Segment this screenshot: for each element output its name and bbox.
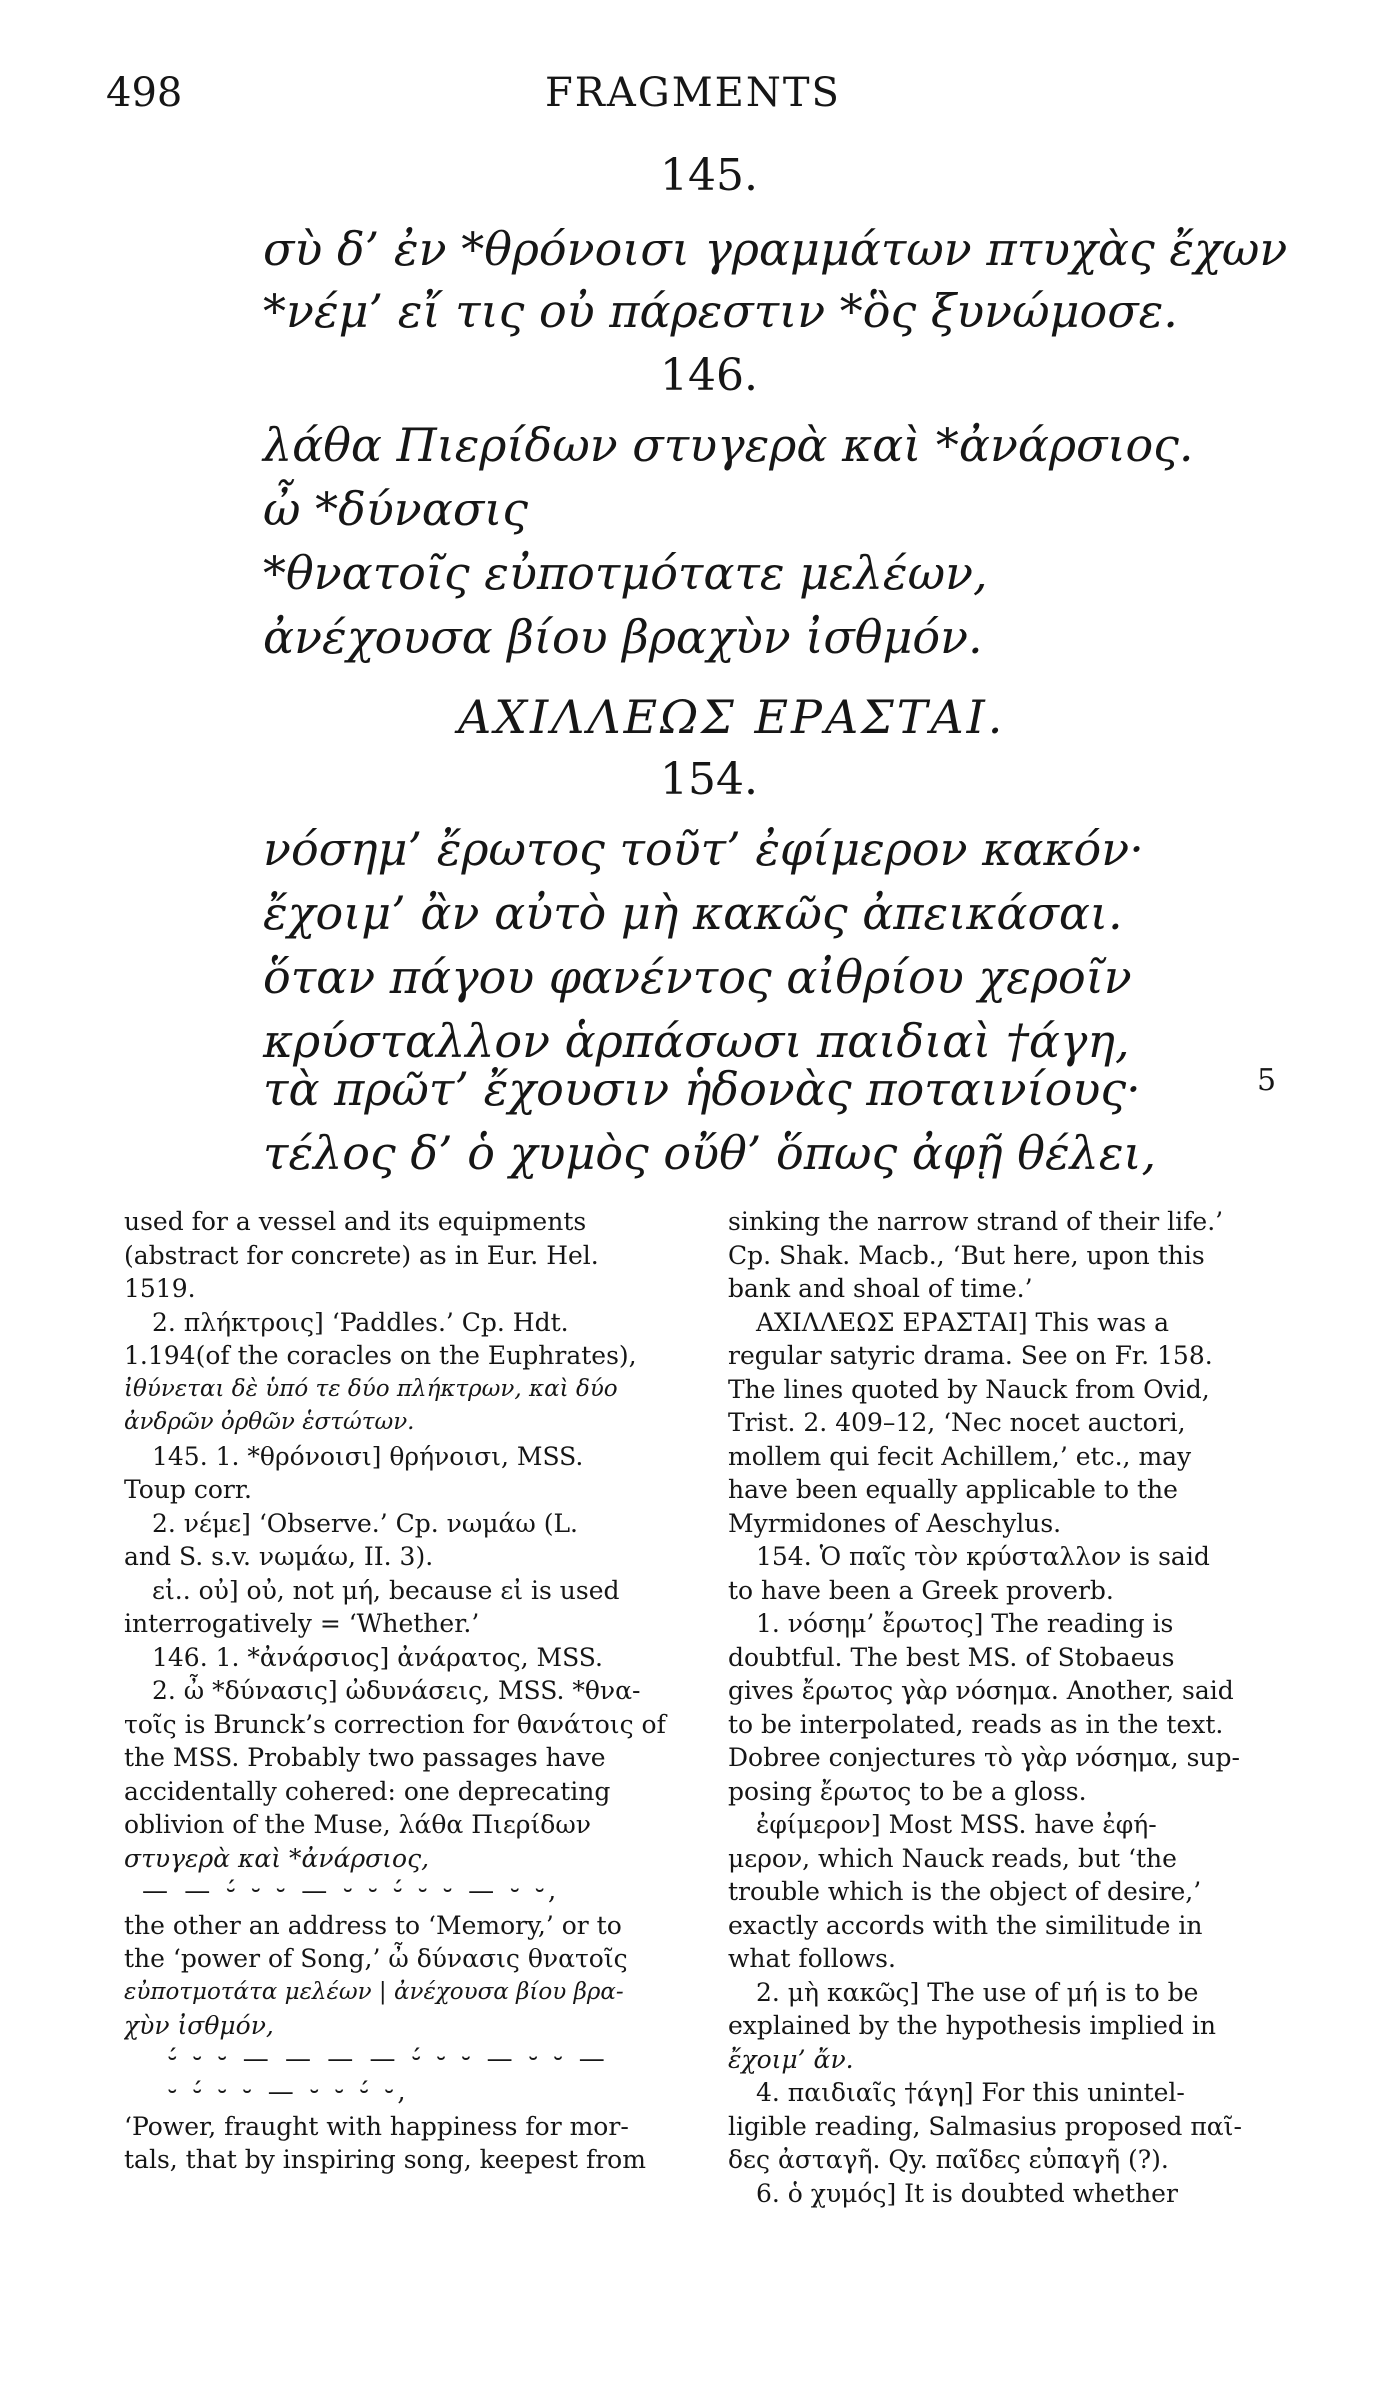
note-line: 1. νόσημ’ ἔρωτος] The reading is [756,1609,1174,1638]
note-line: 6. ὁ χυμός] It is doubted whether [756,2178,1178,2208]
note-line: to be interpolated, reads as in the text. [728,1709,1224,1739]
note-line: εὐποτμοτάτα μελέων | ἀνέχουσα βίου βρα- [124,1978,624,2005]
verse-line: ἀνέχουσα βίου βραχὺν ἰσθμόν. [263,610,983,664]
note-line: exactly accords with the similitude in [728,1910,1203,1940]
note-line: gives ἔρωτος γὰρ νόσημα. Another, said [728,1676,1234,1705]
note-line: μερον, which Nauck reads, but ‘the [728,1843,1177,1873]
line-number: 5 [1257,1063,1277,1098]
commentary-right-column [728,1205,1284,2210]
verse-line: ἔχοιμ’ ἂν αὐτὸ μὴ κακῶς ἀπεικάσαι. [263,886,1123,940]
note-line: used for a vessel and its equipments [124,1207,587,1236]
verse-line: ὅταν πάγου φανέντος αἰθρίου χεροῖν [263,950,1132,1004]
note-line: oblivion of the Muse, λάθα Πιερίδων [124,1810,591,1839]
note-line: regular satyric drama. See on Fr. 158. [728,1341,1213,1370]
verse-line: *νέμ’ εἴ τις οὐ πάρεστιν *ὃς ξυνώμοσε. [263,284,1178,338]
note-line: ΑΧΙΛΛΕΩΣ ΕΡΑΣΤΑΙ] This was a [756,1307,1170,1337]
note-line: ‘Power, fraught with happiness for mor- [124,2111,629,2141]
note-line: Cp. Shak. Macb., ‘But here, upon this [728,1240,1205,1270]
note-line: 145. 1. *θρόνοισι] θρήνοισι, MSS. [152,1441,584,1471]
fragment-number: 146. [660,350,758,401]
running-head: FRAGMENTS [545,70,841,116]
commentary-left-column [124,1205,684,2177]
note-line: accidentally cohered: one deprecating [124,1776,611,1806]
note-line: 1.194(of the coracles on the Euphrates), [124,1341,637,1370]
note-line: doubtful. The best MS. of Stobaeus [728,1642,1175,1672]
note-line: χὺν ἰσθμόν, [124,2011,274,2040]
verse-line: *θνατοῖς εὐποτμότατε μελέων, [263,546,988,600]
note-line: 146. 1. *ἀνάρσιος] ἀνάρατος, MSS. [152,1642,603,1672]
note-line: The lines quoted by Nauck from Ovid, [728,1374,1210,1404]
note-line: στυγερὰ καὶ *ἀνάρσιος, [124,1843,430,1873]
note-line: ἰθύνεται δὲ ὑπό τε δύο πλήκτρων, καὶ δύο [124,1375,618,1402]
note-line: Toup corr. [124,1475,252,1504]
note-line: δες ἀσταγῆ. Qy. παῖδες εὐπαγῆ (?). [728,2145,1169,2174]
note-line: what follows. [728,1944,896,1973]
verse-line: τὰ πρῶτ’ ἔχουσιν ἡδονὰς ποταινίους· [263,1062,1141,1116]
verse-line: νόσημ’ ἔρωτος τοῦτ’ ἐφίμερον κακόν· [263,822,1144,876]
note-line: ἔχοιμ’ ἄν. [728,2044,854,2074]
note-line: Trist. 2. 409–12, ‘Nec nocet auctori, [728,1408,1186,1437]
fragment-number: 154. [660,754,758,805]
note-line: 4. παιδιαῖς †άγη] For this unintel- [756,2078,1185,2107]
note-line: the ‘power of Song,’ ὦ δύνασις θνατοῖς [124,1944,628,1973]
note-line: 2. μὴ κακῶς] The use of μή is to be [756,1977,1199,2007]
note-line: have been equally applicable to the [728,1475,1178,1504]
note-line: posing ἔρωτος to be a gloss. [728,1776,1087,1806]
note-line: the MSS. Probably two passages have [124,1743,606,1772]
note-line: mollem qui fecit Achillem,’ etc., may [728,1441,1192,1471]
note-line: Myrmidones of Aeschylus. [728,1508,1062,1538]
note-line: interrogatively = ‘Whether.’ [124,1609,480,1638]
note-line: tals, that by inspiring song, keepest from [124,2145,646,2174]
note-line: sinking the narrow strand of their life.’ [728,1207,1224,1236]
note-line: trouble which is the object of desire,’ [728,1877,1202,1906]
note-line: 154. Ὁ παῖς τὸν κρύσταλλον is said [756,1542,1210,1571]
verse-line: κρύσταλλον ἁρπάσωσι παιδιαὶ †άγη, [263,1014,1130,1068]
note-line: the other an address to ‘Memory,’ or to [124,1910,622,1940]
verse-line: ὦ *δύνασις [263,482,529,536]
metrical-scheme: ⏑́ ⏑ ⏑ — — — — ⏑́ ⏑ ⏑ — ⏑ ⏑ — [168,2043,609,2074]
note-line: and S. s.v. νωμάω, II. 3). [124,1542,434,1571]
note-line: ligible reading, Salmasius proposed παῖ- [728,2111,1242,2141]
note-line: to have been a Greek proverb. [728,1575,1114,1605]
note-line: bank and shoal of time.’ [728,1274,1033,1303]
note-line: 2. πλήκτροις] ‘Paddles.’ Cp. Hdt. [152,1307,569,1337]
note-line: τοῖς is Brunck’s correction for θανάτοις of [124,1709,666,1739]
verse-line: τέλος δ’ ὁ χυμὸς οὔθ’ ὅπως ἀφῇ θέλει, [263,1126,1157,1180]
note-line: 1519. [124,1274,196,1303]
metrical-scheme: ⏑ ⏑́ ⏑ ⏑ — ⏑ ⏑ ⏑́ ⏑, [168,2077,410,2107]
verse-line: σὺ δ’ ἐν *θρόνοισι γραμμάτων πτυχὰς ἔχων [263,222,1288,276]
note-line: εἰ.. οὐ] οὐ, not μή, because εἰ is used [152,1575,620,1605]
fragment-number: 145. [660,150,758,201]
verse-line: λάθα Πιερίδων στυγερὰ καὶ *ἀνάρσιος. [263,418,1194,472]
section-heading: ΑΧΙΛΛΕΩΣ ΕΡΑΣΤΑΙ. [458,690,1006,744]
note-line: ἐφίμερον] Most MSS. have ἐφή- [756,1810,1157,1839]
metrical-scheme: — — ⏑́ ⏑ ⏑ — ⏑ ⏑ ⏑́ ⏑ ⏑ — ⏑ ⏑, [142,1876,561,1906]
page-number: 498 [106,70,183,116]
note-line: Dobree conjectures τὸ γὰρ νόσημα, sup- [728,1743,1240,1772]
note-line: (abstract for concrete) as in Eur. Hel. [124,1240,599,1270]
note-line: 2. ὦ *δύνασις] ὠδυνάσεις, MSS. *θνα- [152,1676,641,1705]
note-line: explained by the hypothesis implied in [728,2011,1216,2040]
note-line: ἀνδρῶν ὀρθῶν ἑστώτων. [124,1409,415,1435]
note-line: 2. νέμε] ‘Observe.’ Cp. νωμάω (L. [152,1508,579,1538]
